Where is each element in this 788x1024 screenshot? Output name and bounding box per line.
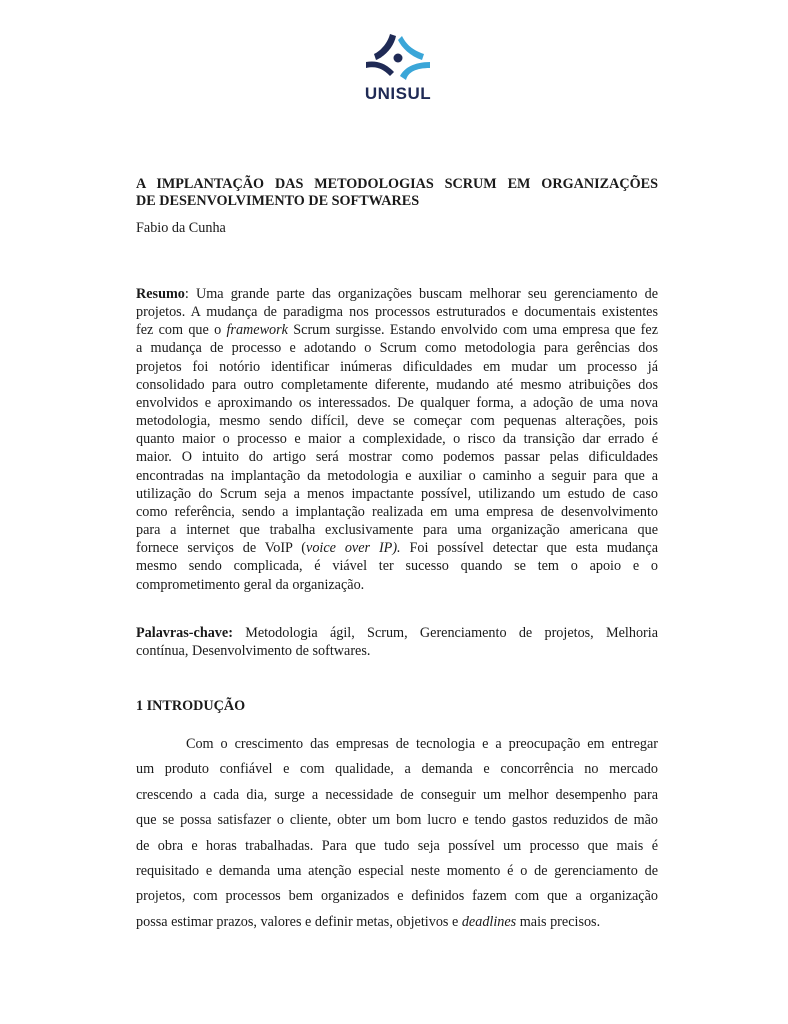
abstract-line: envolvidos e aproximando os interessados. De qualquer forma, a adoção de uma nova: [136, 394, 658, 411]
keywords-line: contínua, Desenvolvimento de softwares.: [136, 643, 371, 659]
abstract-line: maior. O intuito do artigo será mostrar como podemos passar pelas dificuldades: [136, 449, 658, 466]
body-line: que se possa satisfazer o cliente, obter um bom lucro e tendo gastos reduzidos de mão: [136, 812, 658, 829]
abstract-line: mesmo sendo complicada, é viável ter sucesso quando se tem o apoio e o: [136, 558, 658, 575]
paper-title: [136, 176, 658, 210]
abstract-line: encontradas na implantação da metodologia e auxiliar o caminho a seguir para que a: [136, 467, 658, 484]
abstract-line: utilização do Scrum seja a menos impactante possível, utilizando um estudo de caso: [136, 485, 658, 502]
abstract-line: metodologia, mesmo sendo difícil, deve se começar com pequenas alterações, pois: [136, 413, 658, 430]
abstract-line: comprometimento geral da organização.: [136, 576, 365, 593]
abstract-line: projetos. A mudança de paradigma nos processos estruturados e documentais existentes: [136, 304, 658, 321]
unisul-logo-icon: [356, 32, 440, 84]
body-line: de obra e horas trabalhadas. Para que tudo seja possível um processo que mais é: [136, 837, 658, 854]
title-line-2: DE DESENVOLVIMENTO DE SOFTWARES: [136, 193, 420, 209]
body-line: possa estimar prazos, valores e definir metas, objetivos e deadlines mais precisos.: [136, 913, 601, 930]
section-heading: 1 INTRODUÇÃO: [136, 698, 246, 714]
abstract-line: fornece serviços de VoIP (voice over IP). Foi possível detectar que esta mudança: [136, 540, 658, 557]
abstract-line: Resumo: Uma grande parte das organizações buscam melhorar seu gerenciamento de: [136, 286, 658, 302]
title-line-1: A IMPLANTAÇÃO DAS METODOLOGIAS SCRUM EM ORGANIZAÇÕES: [136, 176, 658, 192]
abstract-line: para a internet que trabalha exclusivamente para uma organização americana que: [136, 522, 658, 539]
abstract-line: quanto maior o processo e maior a complexidade, o risco da transição dar errado é: [136, 431, 658, 448]
body-line: crescendo a cada dia, surge a necessidade de conseguir um melhor desempenho para: [136, 786, 658, 803]
abstract-line: consolidado para outro completamente diferente, mudando até mesmo atribuições dos: [136, 376, 658, 393]
author-name: Fabio da Cunha: [136, 220, 226, 236]
abstract-label: Resumo: [136, 286, 185, 302]
keywords-line: Palavras-chave: Metodologia ágil, Scrum, Gerenciamento de projetos, Melhoria: [136, 625, 658, 641]
logo-text: UNISUL: [364, 84, 432, 103]
section-body: [136, 732, 658, 935]
abstract-line: como referência, sendo a implantação realizada em uma empresa de desenvolvimento: [136, 503, 658, 520]
abstract-line: projetos foi notório identificar inúmeras dificuldades em mudar um processo já: [136, 358, 658, 375]
abstract: [136, 285, 658, 594]
body-line: projetos, com processos bem organizados e definidos fazem com que a organização: [136, 888, 658, 905]
abstract-line: a mudança de processo e adotando o Scrum como metodologia para gerências dos: [136, 340, 658, 357]
body-line: requisitado e demanda uma atenção especial neste momento é o de gerenciamento de: [136, 863, 658, 880]
keywords-label: Palavras-chave:: [136, 625, 233, 641]
keywords: [136, 624, 658, 660]
abstract-line: fez com que o framework Scrum surgisse. Estando envolvido com uma empresa que fez: [136, 322, 658, 339]
body-line: um produto confiável e com qualidade, a demanda e concorrência no mercado: [136, 761, 658, 778]
body-line: Com o crescimento das empresas de tecnologia e a preocupação em entregar: [186, 736, 658, 752]
university-logo: [356, 32, 440, 104]
